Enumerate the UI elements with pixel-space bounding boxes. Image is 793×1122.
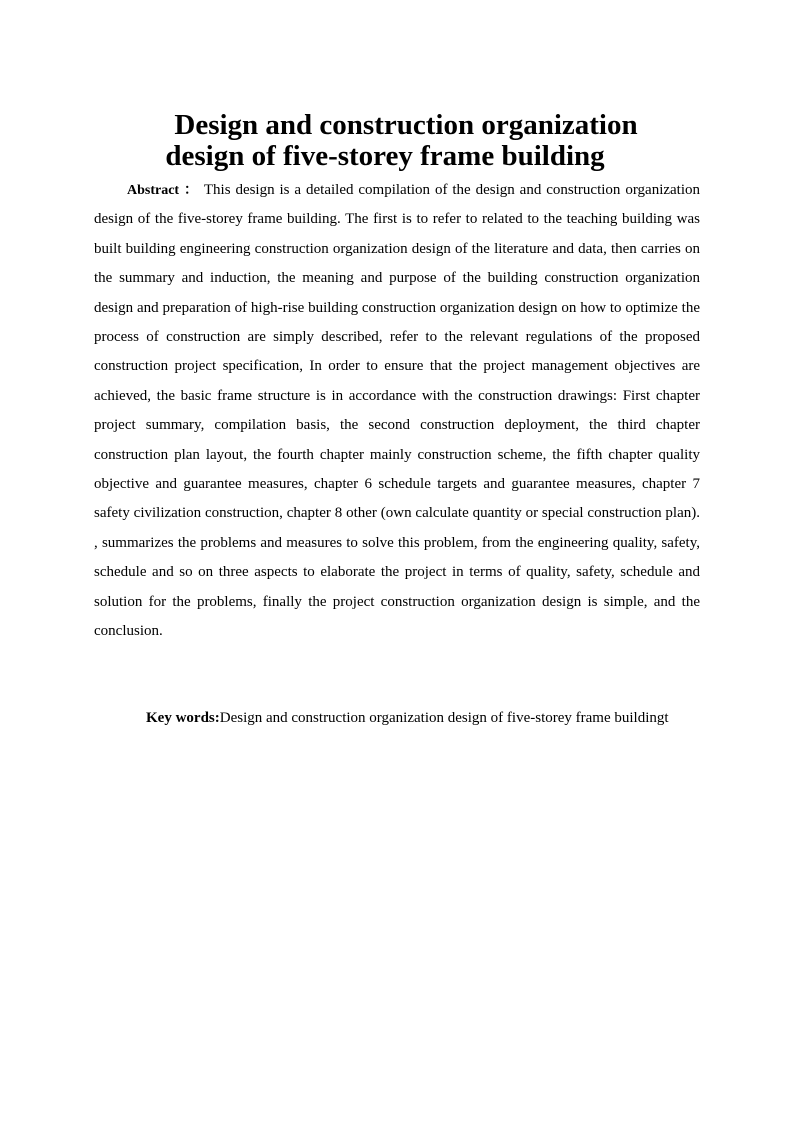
keywords-label: Key words: xyxy=(146,710,220,726)
abstract-paragraph xyxy=(94,176,700,647)
abstract-colon: ： xyxy=(184,183,200,198)
keywords-text: Design and construction organization design of five-storey frame buildingt xyxy=(219,710,669,726)
keywords-paragraph xyxy=(114,704,700,733)
abstract-label: Abstract xyxy=(127,183,180,198)
abstract-text: This design is a detailed compilation of the design and construction organization design of the five-storey frame building. The first is to refer to related to the teaching building was built building engineering construction organization design of the literature and data, then carries on the summary and induction, the meaning and purpose of the building construction organization design and preparation of high-rise building construction organization design on how to optimize the process of construction are simply described, refer to the relevant regulations of the proposed construction project specification, In order to ensure that the project management objectives are achieved, the basic frame structure is in accordance with the construction drawings: First chapter project summary, compilation basis, the second construction deployment, the third chapter construction plan layout, the fourth chapter mainly construction scheme, the fifth chapter quality objective and guarantee measures, chapter 6 schedule targets and guarantee measures, chapter 7 safety civilization construction, chapter 8 other (own calculate quantity or special construction plan). , summarizes the problems and measures to solve this problem, from the engineering quality, safety, schedule and so on three aspects to elaborate the project in terms of quality, safety, schedule and solution for the problems, finally the project construction organization design is simple, and the conclusion. xyxy=(94,182,701,640)
page-title xyxy=(60,110,740,172)
title-line-1: Design and construction organization xyxy=(174,109,638,141)
title-line-2: design of five-storey frame building xyxy=(165,140,605,172)
